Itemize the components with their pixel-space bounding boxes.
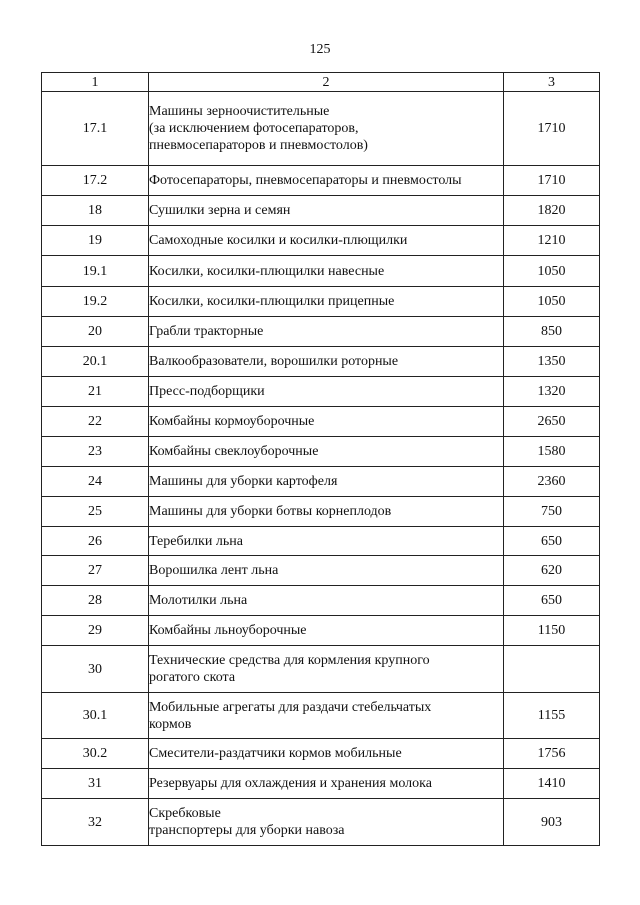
equipment-name-cell [149, 317, 504, 347]
table-row [42, 377, 600, 407]
table-row [42, 693, 600, 739]
value-cell: 1710 [504, 92, 600, 166]
value-cell: 1756 [504, 739, 600, 769]
equipment-name-text: Комбайны кормоуборочные [149, 414, 315, 429]
equipment-name-cell [149, 739, 504, 769]
table-row [42, 769, 600, 799]
row-number-cell: 24 [42, 467, 149, 497]
value-cell: 1150 [504, 616, 600, 646]
equipment-name-text: Теребилки льна [149, 533, 243, 549]
row-number-cell: 30.2 [42, 739, 149, 769]
row-number-cell: 29 [42, 616, 149, 646]
table-row [42, 527, 600, 556]
equipment-name-text: Ворошилка лент льна [149, 563, 279, 578]
value-cell: 1155 [504, 693, 600, 739]
table-row [42, 256, 600, 287]
value-cell: 2650 [504, 407, 600, 437]
table-row [42, 799, 600, 846]
value-cell: 1210 [504, 226, 600, 256]
table-row [42, 317, 600, 347]
equipment-name-text: Скребковые транспортеры для уборки навоза [149, 806, 345, 838]
equipment-name-cell [149, 586, 504, 616]
equipment-name-text: Косилки, косилки-плющилки навесные [149, 263, 385, 279]
equipment-name-cell [149, 347, 504, 377]
equipment-name-text: Фотосепараторы, пневмосепараторы и пневмостолы [149, 173, 462, 188]
equipment-name-text: Машины для уборки картофеля [149, 474, 338, 489]
table-row [42, 92, 600, 166]
table-row [42, 586, 600, 616]
equipment-name-cell [149, 92, 504, 166]
equipment-name-text: Пресс-подборщики [149, 384, 265, 399]
equipment-name-text: Машины для уборки ботвы корнеплодов [149, 504, 392, 519]
equipment-name-text: Технические средства для кормления крупного рогатого скота [149, 653, 430, 685]
table-row [42, 497, 600, 527]
value-cell: 1580 [504, 437, 600, 467]
value-cell: 750 [504, 497, 600, 527]
page-number: 125 [309, 42, 331, 57]
row-number-cell: 19.2 [42, 287, 149, 317]
equipment-name-cell [149, 646, 504, 693]
equipment-name-cell [149, 377, 504, 407]
row-number-cell: 17.1 [42, 92, 149, 166]
row-number-cell: 25 [42, 497, 149, 527]
equipment-name-text: Комбайны свеклоуборочные [149, 444, 319, 459]
value-cell: 1320 [504, 377, 600, 407]
value-cell: 1410 [504, 769, 600, 799]
row-number-cell: 19 [42, 226, 149, 256]
table-row [42, 287, 600, 317]
header-row [42, 73, 600, 92]
row-number-cell: 19.1 [42, 256, 149, 287]
row-number-cell: 23 [42, 437, 149, 467]
row-number-cell: 30.1 [42, 693, 149, 739]
row-number-cell: 22 [42, 407, 149, 437]
column-header-1: 1 [42, 73, 149, 92]
value-cell: 2360 [504, 467, 600, 497]
value-cell: 1050 [504, 287, 600, 317]
equipment-name-cell [149, 467, 504, 497]
table-row [42, 739, 600, 769]
value-cell: 903 [504, 799, 600, 846]
table-row [42, 166, 600, 196]
equipment-name-text: Сушилки зерна и семян [149, 203, 291, 218]
equipment-name-text: Машины зерноочистительные (за исключением фотосепараторов, пневмосепараторов и пневмостолов) [149, 104, 368, 153]
equipment-name-cell [149, 196, 504, 226]
equipment-name-cell [149, 407, 504, 437]
equipment-name-text: Молотилки льна [149, 593, 248, 608]
row-number-cell: 30 [42, 646, 149, 693]
equipment-name-text: Смесители-раздатчики кормов мобильные [149, 746, 402, 761]
table-row [42, 467, 600, 497]
value-cell: 620 [504, 556, 600, 586]
equipment-name-cell [149, 556, 504, 586]
table-row [42, 616, 600, 646]
equipment-name-text: Мобильные агрегаты для раздачи стебельчатых кормов [149, 699, 432, 732]
row-number-cell: 32 [42, 799, 149, 846]
value-cell: 650 [504, 586, 600, 616]
value-cell: 1350 [504, 347, 600, 377]
value-cell: 1050 [504, 256, 600, 287]
equipment-name-text: Валкообразователи, ворошилки роторные [149, 354, 399, 369]
equipment-name-text: Резервуары для охлаждения и хранения молока [149, 776, 432, 791]
column-header-2: 2 [149, 73, 504, 92]
table-row [42, 347, 600, 377]
row-number-cell: 26 [42, 527, 149, 556]
equipment-name-text: Косилки, косилки-плющилки прицепные [149, 294, 395, 309]
equipment-name-text: Комбайны льноуборочные [149, 623, 307, 638]
row-number-cell: 18 [42, 196, 149, 226]
equipment-name-cell [149, 166, 504, 196]
equipment-name-cell [149, 287, 504, 317]
value-cell: 850 [504, 317, 600, 347]
table-row [42, 646, 600, 693]
equipment-name-cell [149, 616, 504, 646]
table-row [42, 556, 600, 586]
value-cell: 1710 [504, 166, 600, 196]
row-number-cell: 27 [42, 556, 149, 586]
row-number-cell: 28 [42, 586, 149, 616]
value-cell [504, 646, 600, 693]
column-header-3: 3 [504, 73, 600, 92]
table-row [42, 196, 600, 226]
equipment-name-cell [149, 769, 504, 799]
equipment-name-cell [149, 527, 504, 556]
equipment-name-text: Грабли тракторные [149, 324, 264, 339]
row-number-cell: 20 [42, 317, 149, 347]
row-number-cell: 20.1 [42, 347, 149, 377]
row-number-cell: 17.2 [42, 166, 149, 196]
table-row [42, 226, 600, 256]
table-row [42, 437, 600, 467]
equipment-name-cell [149, 256, 504, 287]
row-number-cell: 21 [42, 377, 149, 407]
value-cell: 650 [504, 527, 600, 556]
equipment-name-text: Самоходные косилки и косилки-плющилки [149, 233, 408, 248]
equipment-table [41, 72, 600, 846]
table-row [42, 407, 600, 437]
value-cell: 1820 [504, 196, 600, 226]
equipment-name-cell [149, 693, 504, 739]
equipment-name-cell [149, 497, 504, 527]
equipment-name-cell [149, 799, 504, 846]
equipment-name-cell [149, 437, 504, 467]
row-number-cell: 31 [42, 769, 149, 799]
equipment-name-cell [149, 226, 504, 256]
table-body [42, 92, 600, 846]
